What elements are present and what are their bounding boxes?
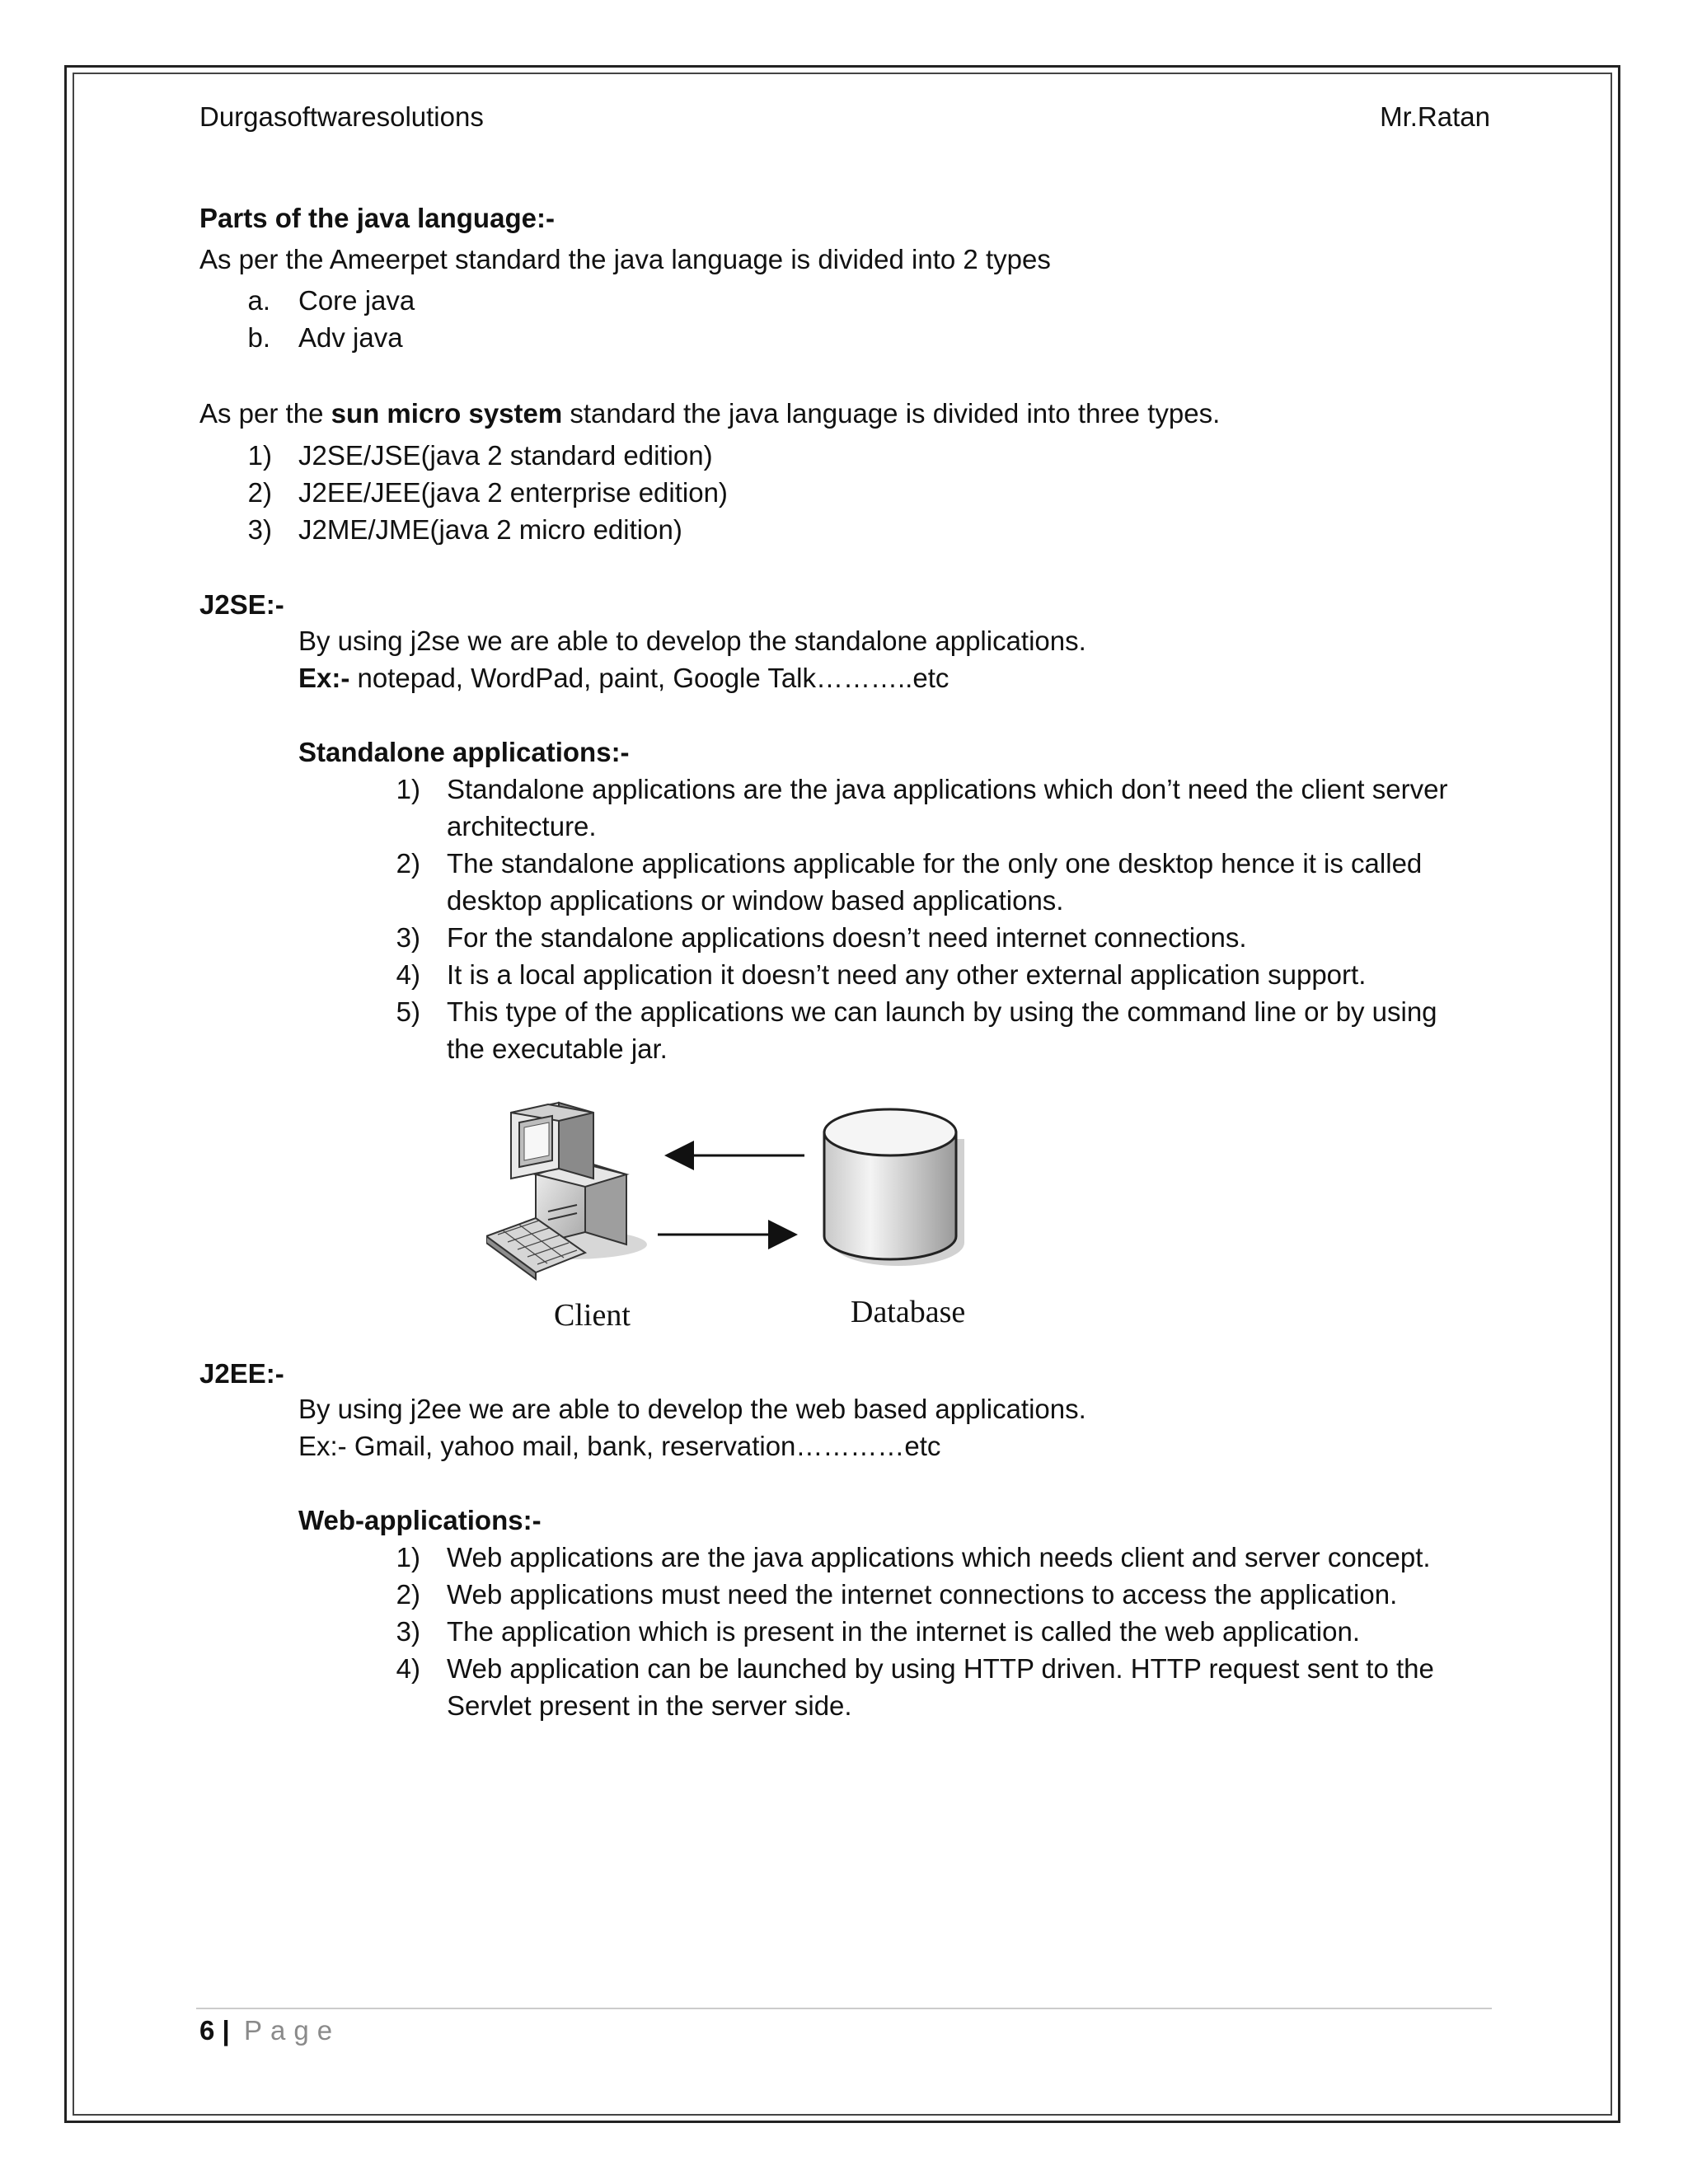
list-item: Web applications are the java applications which needs client and server concept.	[447, 1542, 1431, 1572]
list-marker: a.	[247, 285, 270, 316]
list-marker: 1)	[396, 1542, 420, 1572]
list-item: Standalone applications are the java applications which don’t need the client server	[447, 774, 1448, 804]
list-item: J2SE/JSE(java 2 standard edition)	[298, 440, 713, 471]
footer-divider	[196, 2008, 1492, 2009]
list-item: Web application can be launched by using HTTP driven. HTTP request sent to the	[447, 1653, 1434, 1684]
page-number: 6	[199, 2015, 215, 2046]
list-item-continued: Servlet present in the server side.	[447, 1690, 852, 1721]
database-icon	[824, 1109, 964, 1266]
j2se-examples-label: Ex:-	[298, 663, 350, 693]
list-item: Adv java	[298, 322, 403, 353]
standalone-heading: Standalone applications:-	[298, 737, 630, 767]
list-marker: 1)	[396, 774, 420, 804]
list-item: This type of the applications we can launch by using the command line or by using	[447, 996, 1437, 1027]
list-marker: b.	[247, 322, 270, 353]
j2ee-description: By using j2ee we are able to develop the web based applications.	[298, 1394, 1086, 1424]
j2ee-heading: J2EE:-	[199, 1358, 284, 1389]
list-item: It is a local application it doesn’t need any other external application support.	[447, 959, 1367, 990]
j2se-examples	[298, 660, 949, 696]
list-item: For the standalone applications doesn’t need internet connections.	[447, 922, 1247, 953]
list-marker: 3)	[396, 922, 420, 953]
list-marker: 2)	[396, 848, 420, 879]
list-marker: 4)	[396, 959, 420, 990]
j2ee-examples: Ex:- Gmail, yahoo mail, bank, reservation…………etc	[298, 1431, 941, 1461]
page-border-inner	[73, 73, 1612, 2116]
list-marker: 4)	[396, 1653, 420, 1684]
j2se-examples-text: notepad, WordPad, paint, Google Talk………..etc	[349, 663, 950, 693]
list-marker: 5)	[396, 996, 420, 1027]
j2se-description: By using j2se we are able to develop the standalone applications.	[298, 626, 1086, 656]
footer-page-word: Page	[244, 2015, 341, 2046]
list-item-continued: architecture.	[447, 811, 597, 841]
list-item: The standalone applications applicable for the only one desktop hence it is called	[447, 848, 1423, 879]
computer-icon	[486, 1103, 647, 1279]
list-marker: 1)	[247, 440, 272, 471]
list-marker: 2)	[247, 477, 272, 508]
sun-intro-suffix: standard the java language is divided into three types.	[562, 398, 1221, 429]
client-database-diagram	[486, 1096, 1014, 1360]
sun-intro-bold: sun micro system	[331, 398, 563, 429]
web-applications-heading: Web-applications:-	[298, 1505, 542, 1535]
footer-page-number	[199, 2013, 230, 2049]
list-item-continued: the executable jar.	[447, 1033, 668, 1064]
j2se-heading: J2SE:-	[199, 589, 284, 620]
header-author: Mr.Ratan	[1380, 101, 1490, 132]
list-item-continued: desktop applications or window based applications.	[447, 885, 1064, 916]
list-item: The application which is present in the internet is called the web application.	[447, 1616, 1360, 1647]
list-marker: 3)	[396, 1616, 420, 1647]
parts-intro: As per the Ameerpet standard the java language is divided into 2 types	[199, 244, 1051, 274]
list-item: J2ME/JME(java 2 micro edition)	[298, 514, 682, 545]
list-item: J2EE/JEE(java 2 enterprise edition)	[298, 477, 728, 508]
list-marker: 2)	[396, 1579, 420, 1610]
header-company: Durgasoftwaresolutions	[199, 101, 484, 132]
page-separator: |	[214, 2015, 230, 2046]
sun-intro-prefix: As per the	[199, 398, 331, 429]
client-caption: Client	[554, 1298, 631, 1333]
list-item: Core java	[298, 285, 415, 316]
database-caption: Database	[851, 1295, 966, 1329]
list-item: Web applications must need the internet connections to access the application.	[447, 1579, 1398, 1610]
sun-intro	[199, 396, 1220, 432]
list-marker: 3)	[247, 514, 272, 545]
parts-heading: Parts of the java language:-	[199, 203, 555, 233]
